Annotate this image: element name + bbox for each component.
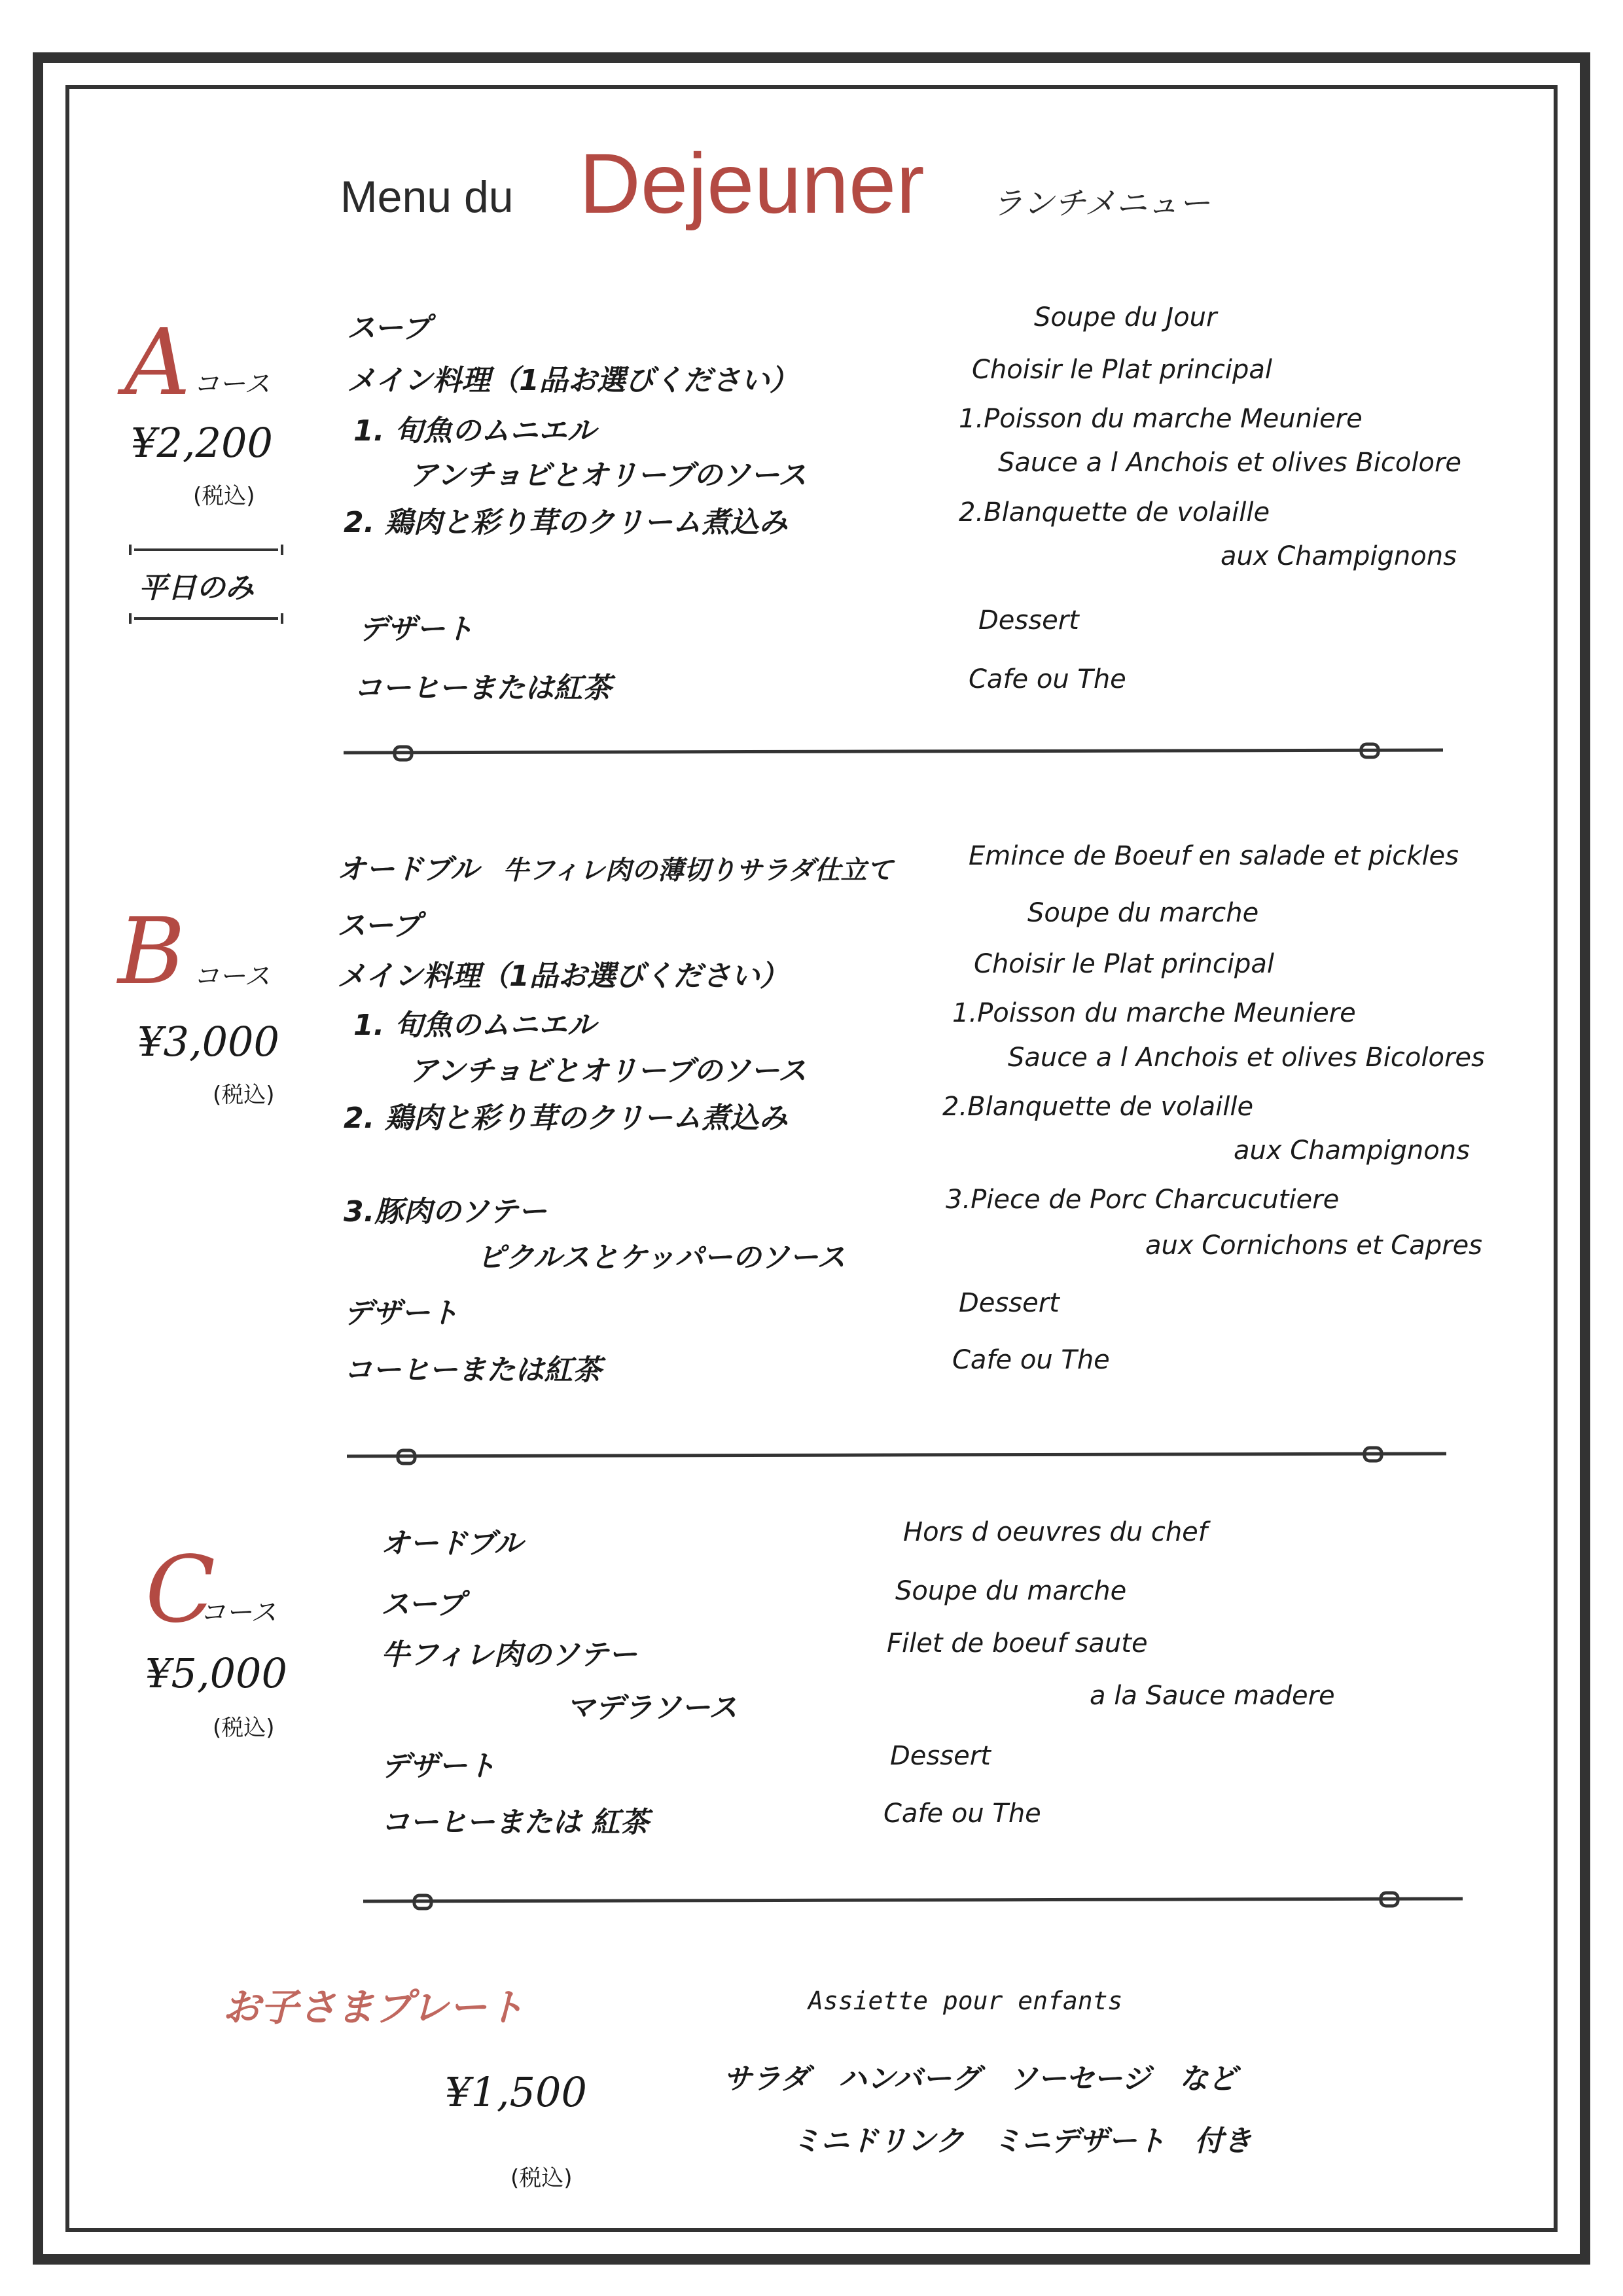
section-divider-a [344,740,1443,766]
course-b-price: ¥3,000 [137,1018,279,1066]
course-c-jp-main: 牛フィレ肉のソテー [381,1638,637,1672]
title-japanese: ランチメニュー [991,185,1211,222]
course-a-letter: A [124,310,191,416]
course-a-jp-item-1-sauce: アンチョビとオリーブのソース [409,459,807,492]
course-b-word: コース [193,961,270,992]
course-c-jp-soup: スープ [381,1588,465,1621]
course-b-fr-item-1: 1.Poisson du marche Meuniere [952,998,1356,1028]
weekday-only-note: 平日のみ [139,571,254,605]
course-b-jp-item-2: 2. 鶏肉と彩り茸のクリーム煮込み [344,1102,788,1135]
course-b-fr-item-2: 2.Blanquette de volaille [942,1092,1254,1122]
course-a-jp-dessert: デザート [359,613,474,646]
kids-plate-items: サラダ ハンバーグ ソーセージ など [723,2062,1237,2096]
course-c-jp-dessert: デザート [381,1749,496,1783]
course-a-fr-item-1-sauce: Sauce a l Anchois et olives Bicolore [998,448,1462,478]
course-c-fr-soup: Soupe du marche [895,1576,1127,1606]
title-prefix: Menu du [340,172,514,222]
course-c-letter: C [145,1537,216,1643]
course-b-jp-item-1-sauce: アンチョビとオリーブのソース [409,1054,807,1088]
course-c-fr-dessert: Dessert [890,1741,991,1771]
kids-plate-french: Assiette pour enfants [808,1986,1123,2015]
course-c-jp-main-sauce: マデラソース [566,1691,738,1725]
weekday-rule-bottom [128,612,285,625]
course-c-fr-drink: Cafe ou The [883,1799,1041,1829]
course-c-jp-hors-doeuvre: オードブル [381,1527,523,1560]
course-c-fr-main: Filet de boeuf saute [887,1628,1148,1659]
course-b-fr-drink: Cafe ou The [952,1345,1110,1375]
course-c-price: ¥5,000 [145,1649,287,1697]
course-a-fr-dessert: Dessert [978,605,1079,636]
weekday-rule-top [128,543,285,556]
course-a-fr-item-2: 2.Blanquette de volaille [959,497,1270,528]
section-divider-b [347,1443,1446,1469]
course-b-fr-item-3-cont: aux Cornichons et Capres [1145,1230,1483,1261]
course-b-jp-soup: スープ [337,909,421,942]
course-b-fr-dessert: Dessert [959,1288,1060,1318]
course-a-jp-drink: コーヒーまたは紅茶 [353,672,612,705]
course-b-jp-main: メイン料理（1品お選びください） [337,960,789,993]
course-a-fr-drink: Cafe ou The [969,664,1126,694]
course-a-jp-item-2: 2. 鶏肉と彩り茸のクリーム煮込み [344,506,788,539]
course-b-jp-item-3: 3.豚肉のソテー [344,1195,547,1229]
course-b-letter: B [118,899,185,1005]
course-a-tax: (税込) [193,483,255,509]
course-a-fr-main: Choisir le Plat principal [972,355,1272,385]
course-b-tax: (税込) [213,1082,275,1108]
section-divider-c [363,1888,1463,1914]
page-title: Dejeuner [579,135,925,231]
course-b-jp-dessert: デザート [344,1297,459,1330]
course-a-jp-main: メイン料理（1品お選びください） [347,364,798,397]
course-b-fr-hors-doeuvre: Emince de Boeuf en salade et pickles [969,841,1459,871]
course-b-jp-hors-doeuvre: オードブル [337,853,479,886]
course-a-word: コース [193,369,270,399]
course-b-jp-item-1: 1. 旬魚のムニエル [353,1009,596,1042]
course-a-jp-soup: スープ [347,312,431,345]
course-b-fr-item-3: 3.Piece de Porc Charcucutiere [946,1185,1340,1215]
course-c-jp-drink: コーヒーまたは 紅茶 [381,1806,649,1839]
course-b-jp-drink: コーヒーまたは紅茶 [344,1354,602,1387]
kids-plate-extras: ミニドリンク ミニデザート 付き [792,2125,1253,2158]
kids-plate-title: お子さまプレート [223,1985,525,2030]
course-a-fr-soup: Soupe du Jour [1034,302,1217,332]
course-b-jp-item-3-sauce: ピクルスとケッパーのソース [476,1241,846,1274]
kids-plate-tax: (税込) [510,2165,573,2191]
course-a-jp-item-1: 1. 旬魚のムニエル [353,414,596,448]
course-a-fr-item-1: 1.Poisson du marche Meuniere [959,404,1363,434]
course-c-fr-main-cont: a la Sauce madere [1090,1681,1335,1711]
kids-plate-price: ¥1,500 [445,2068,587,2116]
course-b-fr-soup: Soupe du marche [1027,898,1259,928]
course-c-word: コース [200,1598,277,1628]
course-b-fr-item-2-cont: aux Champignons [1234,1136,1470,1166]
course-b-jp-hors-doeuvre-desc: 牛フィレ肉の薄切りサラダ仕立て [503,855,893,886]
course-c-tax: (税込) [213,1715,275,1741]
course-b-fr-item-1-sauce: Sauce a l Anchois et olives Bicolores [1008,1043,1485,1073]
course-a-price: ¥2,200 [131,419,273,467]
course-c-fr-hors-doeuvre: Hors d oeuvres du chef [903,1517,1207,1547]
course-b-fr-main: Choisir le Plat principal [974,949,1274,979]
course-a-fr-item-2-cont: aux Champignons [1221,541,1457,571]
